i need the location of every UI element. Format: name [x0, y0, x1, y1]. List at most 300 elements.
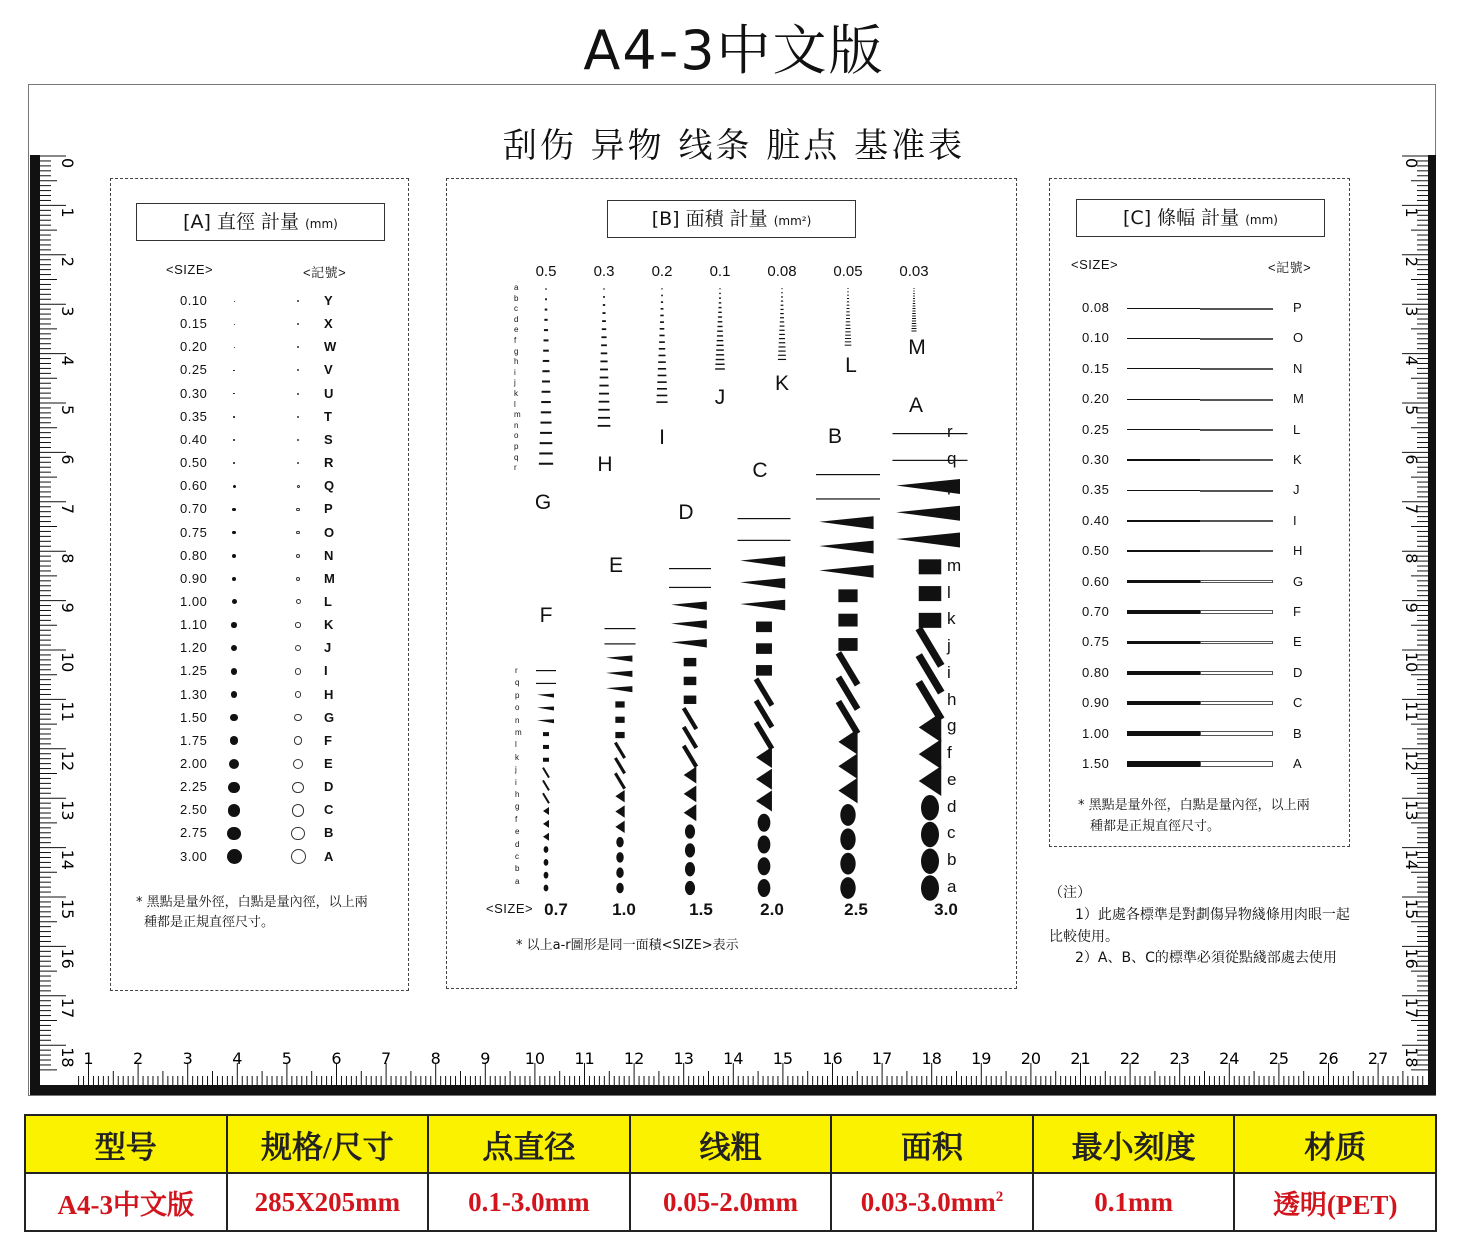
panel-a-note-2: 種都是正規直徑尺寸。 [144, 915, 275, 930]
panel-a-size: 2.00 [180, 756, 208, 771]
panel-a-code: E [324, 756, 333, 771]
panel-a-size: 1.50 [180, 709, 208, 725]
panel-b-top-mark [719, 297, 721, 298]
panel-b-area-mark [919, 766, 942, 796]
panel-a-code: V [324, 362, 333, 378]
panel-b-top-mark [781, 292, 782, 293]
panel-b-top-mark [778, 351, 785, 352]
panel-b-top-mark [846, 325, 851, 326]
width-line-white [1200, 701, 1273, 705]
panel-b-bottom-size: 0.7 [544, 900, 568, 919]
panel-b-top-mark [913, 306, 916, 307]
ruler-bottom-label: 13 [673, 1049, 694, 1068]
panel-b-top-mark [912, 326, 917, 327]
spec-value-min-scale: 0.1mm [1033, 1173, 1235, 1231]
panel-b-area-mark [616, 852, 623, 863]
panel-b-top-mark [598, 409, 609, 411]
black-dot [234, 301, 235, 302]
panel-b-area-mark [615, 773, 624, 789]
panel-b-top-letter: J [714, 386, 726, 409]
panel-b-area-mark [684, 677, 697, 685]
panel-a-code: T [324, 408, 332, 424]
panel-b-top-mark [661, 301, 663, 303]
white-dot [296, 554, 300, 558]
ruler-left-label: 17 [58, 997, 77, 1019]
ruler-left-label: 4 [58, 355, 77, 366]
panel-b-area-mark [543, 780, 549, 790]
panel-b-top-mark [780, 317, 784, 318]
panel-c-unit: (mm) [1245, 213, 1278, 227]
panel-b-area-mark [819, 541, 873, 554]
white-dot [293, 759, 303, 769]
black-dot [229, 759, 239, 769]
panel-b-top-size: 0.03 [899, 263, 929, 280]
panel-b-bottom-letter: E [608, 554, 623, 577]
panel-b-area-mark [606, 671, 632, 677]
panel-b-area-mark [684, 746, 697, 767]
panel-b-top-mark [661, 308, 664, 310]
panel-b-area-mark [919, 712, 942, 742]
panel-b-sub-letter: f [947, 743, 952, 763]
panel-b-sub-letter-bottom: r [515, 666, 518, 675]
panel-b-sub-letter: k [947, 609, 956, 629]
ruler-right-label: 9 [1402, 602, 1421, 613]
ruler-bottom-label: 3 [182, 1049, 193, 1068]
panel-b-area-mark [536, 670, 556, 671]
panel-b-area-mark [921, 795, 939, 821]
panel-b-area-mark [615, 717, 624, 723]
ruler-bottom-label: 26 [1318, 1049, 1339, 1068]
panel-b-top-mark [601, 344, 607, 346]
panel-c-size: 1.00 [1082, 725, 1110, 741]
width-line-white [1200, 610, 1273, 613]
panel-a-code: B [324, 825, 334, 841]
panel-b-sub-letter-top: k [514, 389, 518, 398]
panel-a-code: P [324, 501, 333, 517]
panel-a-code: M [324, 570, 335, 586]
panel-b-top-mark [780, 321, 784, 322]
ruler-bottom-label: 18 [921, 1049, 942, 1068]
width-line-black [1127, 641, 1200, 644]
panel-a-size: 2.75 [180, 825, 208, 841]
black-dot [234, 324, 235, 325]
panel-b-area-mark [685, 881, 695, 895]
panel-a-code: F [324, 732, 332, 748]
panel-b-top-mark [779, 346, 786, 347]
panel-a-code: Y [324, 293, 333, 308]
width-line-white [1200, 731, 1273, 736]
panel-b-sub-letter: a [947, 877, 957, 896]
spec-table [24, 1114, 1437, 1232]
white-dot [297, 485, 300, 488]
panel-b-area-mark [921, 822, 939, 848]
panel-b-sub-letter-bottom: c [515, 852, 519, 861]
white-dot [297, 416, 299, 418]
panel-b-sub-letter: j [947, 636, 951, 656]
panel-b-sub-letter: r [947, 422, 953, 441]
panel-a-code: N [324, 547, 334, 563]
panel-b-area-mark [758, 814, 771, 832]
ruler-right-label: 12 [1402, 750, 1421, 772]
panel-b-top-mark [847, 291, 848, 292]
width-line-white [1200, 368, 1273, 370]
ruler-right-band [1428, 155, 1436, 1095]
panel-b-top-size: 0.1 [709, 263, 731, 280]
black-dot [231, 622, 237, 628]
panel-b-sub-letter: l [947, 582, 951, 602]
panel-b-top-mark [846, 321, 850, 322]
panel-a-code: D [324, 779, 334, 795]
panel-b-top-letter: K [774, 372, 789, 395]
panel-b-top-mark [660, 328, 665, 330]
panel-b-top-size: 0.3 [593, 263, 615, 280]
panel-b-area-mark [738, 540, 791, 541]
panel-b-area-mark [684, 727, 697, 748]
panel-b-top-mark [911, 331, 916, 332]
panel-b-sub-letter: e [947, 769, 957, 789]
panel-b-sub-letter-top: p [514, 442, 519, 451]
panel-b-sub-letter: d [947, 796, 957, 816]
panel-c-size: 0.80 [1082, 664, 1110, 680]
panel-b-top-mark [716, 349, 724, 350]
panel-b-top-mark [780, 313, 784, 314]
black-dot [231, 668, 237, 674]
ruler-bottom-label: 14 [723, 1049, 744, 1068]
width-line-black [1127, 308, 1200, 309]
panel-b-sub-letter-bottom: n [515, 715, 520, 725]
ruler-right-label: 2 [1402, 256, 1421, 267]
panel-b-bottom-letter: A [908, 394, 923, 417]
panel-b-sub-letter-top: b [514, 293, 519, 303]
panel-b-area-mark [840, 828, 855, 850]
spec-value-area [831, 1173, 1033, 1231]
spec-header-area: 面积 [831, 1115, 1033, 1173]
panel-b-area-mark [671, 620, 707, 628]
panel-b-top-mark [845, 335, 851, 336]
white-dot [291, 827, 305, 841]
ruler-right-label: 5 [1402, 405, 1421, 416]
panel-b-sub-letter-top: a [514, 283, 519, 292]
ruler-bottom-label: 20 [1020, 1049, 1042, 1068]
width-line-black [1127, 429, 1200, 430]
panel-b-area-mark [685, 843, 695, 857]
panel-b-top-mark [847, 308, 850, 309]
panel-b-area-mark [756, 790, 772, 811]
panel-b-bottom-letter: D [678, 501, 694, 524]
panel-b-area-mark [537, 694, 554, 698]
panel-b-top-mark [598, 425, 611, 427]
panel-b-area-mark [819, 565, 873, 578]
panel-b-top-mark [658, 375, 667, 377]
panel-b-top-mark [660, 321, 664, 323]
white-dot [292, 804, 305, 817]
spec-header-dimension: 规格/尺寸 [227, 1115, 429, 1173]
panel-b-top-mark [846, 311, 849, 312]
width-line-white [1200, 429, 1273, 431]
ruler-right-label: 3 [1402, 306, 1421, 317]
panel-b-top-letter: H [597, 453, 613, 476]
panel-b-top-mark [542, 370, 549, 372]
panel-b-area-mark [838, 614, 857, 627]
panel-b-area-mark [840, 804, 855, 826]
panel-b-bottom-letter: B [827, 425, 842, 448]
panel-a-code: U [324, 385, 334, 401]
panel-b-area-mark [537, 719, 554, 723]
panel-b-top-mark [600, 369, 608, 371]
width-line-black [1127, 399, 1200, 400]
panel-b-top-mark [656, 401, 667, 403]
panel-b-sub-letter: q [947, 448, 957, 468]
ruler-right-label: 13 [1402, 800, 1421, 821]
panel-b-area-mark [756, 643, 772, 654]
white-dot [296, 508, 300, 512]
width-line-white [1200, 338, 1273, 340]
ruler-bottom-label: 22 [1119, 1049, 1141, 1068]
panel-b-area-mark [838, 589, 857, 602]
panel-b-area-mark [669, 587, 711, 588]
white-dot [291, 849, 306, 864]
ruler-left-label: 2 [58, 256, 77, 267]
panel-c-size: 0.50 [1082, 543, 1110, 559]
panel-a-size: 1.00 [180, 593, 208, 609]
panel-b-area-mark [684, 708, 697, 729]
black-dot [228, 804, 241, 817]
panel-b-area-mark [840, 877, 855, 899]
black-dot [227, 849, 242, 864]
panel-b-top-mark [716, 345, 723, 346]
black-dot [231, 691, 238, 698]
ruler-right-label: 16 [1402, 948, 1421, 969]
width-line-white [1200, 550, 1273, 552]
panel-b-note: * 以上a-r圖形是同一面積<SIZE>表示 [516, 938, 739, 953]
panel-b-top-letter: M [908, 336, 926, 359]
panel-b-sub-letter-top: j [514, 378, 516, 388]
ruler-left-label: 9 [58, 602, 77, 613]
ruler-right-label: 14 [1402, 849, 1421, 870]
panel-b-area-mark [606, 686, 632, 692]
panel-a-code: J [324, 640, 332, 656]
panel-c-code: I [1293, 512, 1298, 528]
panel-c-note-1: * 黑點是量外徑，白點是量內徑，以上兩 [1078, 798, 1310, 813]
panel-c-code: G [1293, 573, 1304, 589]
notes-line-3: 2）A、B、C的標準必須從點綫部處去使用 [1075, 950, 1337, 966]
panel-b-size-label: <SIZE> [486, 901, 534, 916]
panel-a-code: I [324, 663, 328, 679]
panel-b-area-mark [544, 859, 549, 866]
panel-b-sub-letter: p [947, 475, 957, 495]
panel-b-area-mark [740, 578, 785, 589]
panel-b-top-mark [660, 315, 663, 317]
panel-b-area-mark [671, 639, 707, 647]
ruler-right-label: 10 [1402, 652, 1421, 673]
panel-c-code: L [1293, 421, 1301, 437]
panel-b-top-mark [600, 377, 609, 379]
panel-b-top-size: 0.2 [651, 263, 673, 280]
panel-b-top-mark [719, 293, 721, 294]
panel-b-top-mark [717, 326, 722, 327]
panel-b-sub-letter-bottom: i [515, 777, 517, 787]
ruler-left-label: 6 [58, 454, 77, 465]
panel-c-size: 0.25 [1082, 421, 1110, 437]
panel-a-size: 0.80 [180, 547, 208, 563]
panel-a-code-label: <記號> [303, 265, 347, 280]
panel-b-sub-letter-bottom: f [515, 814, 518, 824]
panel-b-sub-letter-top: q [514, 452, 519, 462]
black-dot [234, 347, 235, 348]
ruler-bottom-label: 4 [232, 1049, 243, 1068]
panel-b-top-mark [658, 361, 666, 363]
panel-a-size: 2.25 [180, 779, 208, 795]
panel-c-header [1076, 199, 1325, 237]
panel-b-top-letter: I [659, 426, 665, 449]
panel-b-top-mark [718, 321, 723, 322]
panel-c-size: 0.10 [1082, 330, 1110, 346]
ruler-right-label: 15 [1402, 899, 1421, 920]
panel-a-size: 0.90 [180, 570, 208, 586]
panel-b-top-mark [540, 432, 552, 434]
panel-a-size: 0.75 [180, 524, 208, 540]
width-line-black [1127, 520, 1200, 522]
panel-b-bottom-size: 3.0 [934, 900, 958, 919]
panel-b-top-mark [847, 298, 849, 299]
panel-b-sub-letter-bottom: k [515, 752, 519, 762]
ruler-left-label: 7 [58, 503, 77, 514]
panel-a-size: 0.25 [180, 362, 208, 378]
spec-value-model: A4-3中文版 [25, 1173, 227, 1231]
panel-b-top-mark [540, 422, 551, 424]
panel-c-code: P [1293, 300, 1303, 315]
panel-b-sub-letter: i [947, 662, 951, 682]
panel-b-top-mark [913, 296, 915, 297]
panel-b-area-mark [740, 556, 785, 567]
panel-c-code: A [1293, 756, 1303, 771]
panel-b-area-mark [544, 885, 549, 892]
panel-b-area-mark [543, 732, 549, 736]
black-dot [233, 439, 235, 441]
spec-table-header-row [25, 1115, 1436, 1173]
white-dot [297, 439, 299, 441]
ruler-left-label: 1 [58, 207, 77, 218]
panel-b-top-mark [718, 307, 721, 308]
white-dot [297, 393, 299, 395]
panel-b-sub-letter-bottom: g [515, 802, 520, 812]
panel-b-top-mark [545, 298, 547, 300]
ruler-bottom-label: 16 [822, 1049, 843, 1068]
white-dot [295, 668, 301, 674]
width-line-black [1127, 459, 1200, 460]
panel-c-size: 0.40 [1082, 512, 1110, 528]
width-line-white [1200, 580, 1273, 583]
panel-b-top-mark [658, 368, 666, 370]
panel-b-top-mark [719, 302, 722, 303]
panel-b-top-mark [599, 393, 609, 395]
panel-b-top-mark [780, 326, 785, 327]
panel-b-area-mark [819, 516, 873, 529]
panel-c-size: 0.75 [1082, 634, 1110, 650]
panel-b-sub-letter-top: l [514, 399, 516, 409]
ruler-left-label: 16 [58, 948, 77, 969]
panel-b-top-mark [847, 301, 849, 302]
panel-a-code: Q [324, 478, 335, 494]
ruler-left-label: 5 [58, 405, 77, 416]
panel-b-area-mark [671, 601, 707, 609]
width-line-black [1127, 580, 1200, 583]
panel-b-top-mark [716, 354, 724, 355]
panel-b-area-mark [756, 665, 772, 676]
white-dot [295, 622, 301, 628]
panel-b-area-mark [840, 853, 855, 875]
panel-c-size-label: <SIZE> [1071, 257, 1119, 272]
panel-b-top-letter: L [845, 354, 857, 377]
panel-b-top-mark [847, 295, 849, 296]
panel-b-top-mark [912, 328, 917, 329]
panel-b-top-mark [779, 338, 785, 339]
ruler-right-label: 1 [1402, 207, 1421, 218]
spec-value-area-sup: 2 [995, 1188, 1004, 1205]
panel-b-sub-letter-bottom: j [515, 765, 517, 775]
panel-a-code: H [324, 686, 334, 702]
ruler-left-label: 8 [58, 553, 77, 564]
panel-a-size: 0.35 [180, 408, 208, 424]
panel-b-top-mark [780, 309, 783, 310]
spec-value-dot-diameter: 0.1-3.0mm [428, 1173, 630, 1231]
panel-b-header-label: [B] 面積 計量 [651, 208, 768, 230]
spec-value-dimension: 285X205mm [227, 1173, 429, 1231]
panel-b-top-mark [602, 328, 606, 330]
panel-b-top-mark [913, 298, 915, 299]
panel-a-size: 3.00 [180, 848, 208, 864]
panel-a-code: S [324, 431, 333, 447]
panel-b-top-mark [715, 368, 725, 369]
panel-b-area-mark [738, 518, 791, 519]
panel-b-area-mark [758, 835, 771, 853]
panel-c-code: B [1293, 725, 1303, 741]
width-line-black [1127, 761, 1200, 768]
panel-c-size: 0.20 [1082, 391, 1110, 407]
panel-b-sub-letter: m [947, 555, 962, 575]
panel-b-area-mark [921, 848, 939, 874]
panel-b-area-mark [543, 768, 549, 778]
panel-b-top-mark [604, 288, 605, 290]
ruler-bottom-label: 6 [331, 1049, 342, 1068]
panel-b-sub-letter: b [947, 850, 957, 870]
panel-a-size: 1.20 [180, 640, 208, 656]
panel-b-area-mark [740, 600, 785, 611]
ruler-right-label: 6 [1402, 454, 1421, 465]
panel-c-size: 0.90 [1082, 695, 1110, 711]
panel-b-area-mark [684, 804, 697, 821]
ruler-right-label: 11 [1402, 701, 1421, 722]
panel-b-top-mark [846, 315, 850, 316]
panel-b-area-mark [616, 867, 623, 878]
panel-a-size: 0.40 [180, 431, 208, 447]
panel-a-code: W [324, 339, 337, 355]
panel-b-top-mark [659, 341, 665, 343]
panel-a-size: 1.25 [180, 663, 208, 679]
panel-b-area-mark [893, 433, 968, 434]
ruler-left-label: 11 [58, 701, 77, 722]
panel-a-code: A [324, 848, 334, 864]
ruler-left-label: 14 [58, 849, 77, 870]
white-dot [295, 691, 302, 698]
panel-b-sub-letter-bottom: a [515, 876, 520, 886]
width-line-black [1127, 671, 1200, 675]
width-line-white [1200, 761, 1273, 768]
panel-b-top-mark [544, 329, 548, 331]
panel-b-top-mark [539, 463, 553, 465]
panel-b-area-mark [758, 879, 771, 897]
ruler-left-label: 15 [58, 899, 77, 920]
